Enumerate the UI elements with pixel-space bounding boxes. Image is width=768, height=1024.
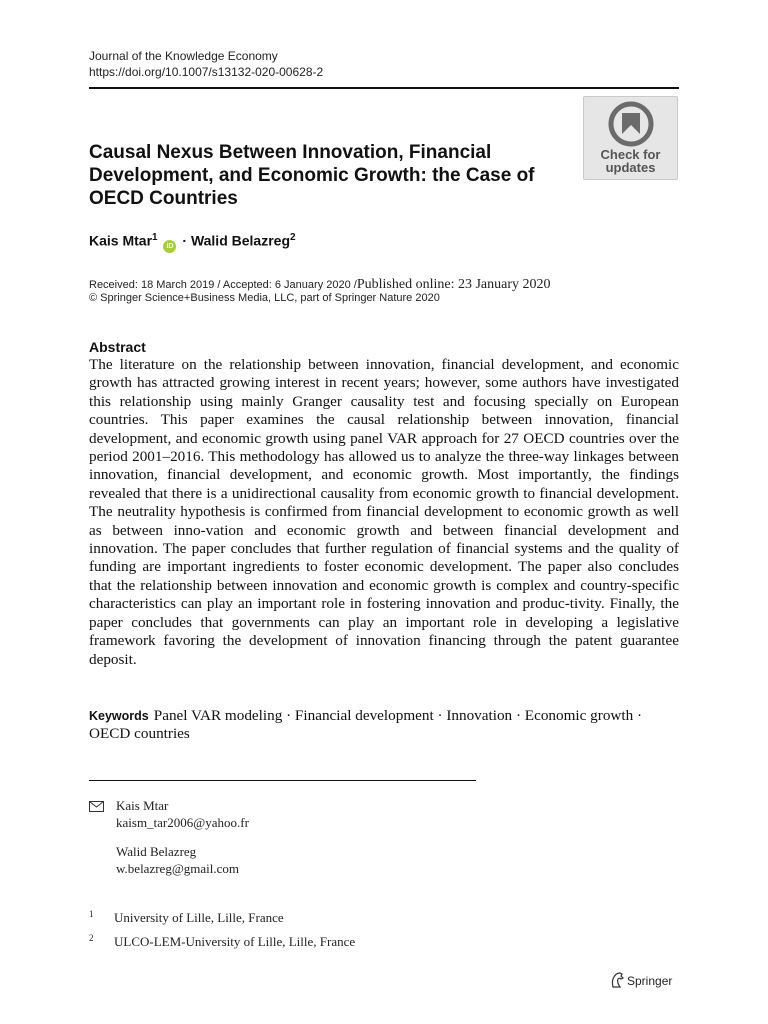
contact-2-name: Walid Belazreg	[116, 844, 197, 859]
badge-line-2: updates	[605, 160, 656, 175]
contact-1-email[interactable]: kaism_tar2006@yahoo.fr	[116, 815, 249, 830]
affiliation-1-text: University of Lille, Lille, France	[114, 910, 284, 925]
footnote-rule	[89, 780, 476, 781]
contact-2	[116, 843, 239, 877]
check-for-updates-icon	[608, 101, 654, 147]
springer-logo	[610, 972, 672, 988]
envelope-icon	[89, 799, 104, 817]
author-2-sup: 2	[290, 232, 296, 243]
affiliation-2-num: 2	[89, 933, 94, 943]
affiliation-2	[89, 930, 355, 950]
affiliation-2-text: ULCO-LEM-University of Lille, Lille, France	[114, 934, 356, 949]
author-1-sup: 1	[152, 232, 158, 243]
check-for-updates-badge[interactable]	[583, 96, 678, 180]
keywords-text: Panel VAR modeling · Financial development · Innovation · Economic growth · OECD countries	[89, 707, 643, 743]
abstract-text: The literature on the relationship between innovation, financial development, and economic growth has attracted growing interest in recent years; however, some authors have investigated this relationship using mainly Granger causality test and focusing specially on European countries. This paper examines the causal relationship between innovation, financial development, and economic growth using panel VAR approach for 27 OECD countries over the period 2001–2016. This methodology has allowed us to analyze the three-way linkages between innovation, financial development, and economic growth. Most importantly, the findings revealed that there is a unidirectional causality from economic growth to financial development. The neutrality hypothesis is confirmed from financial development to economic growth as well as between inno-vation and economic growth and between financial development and innovation. The paper concludes that further regulation of financial systems and the quality of funding are important ingredients to foster economic development. The paper also concludes that the relationship between innovation and economic growth is complex and country-specific characteristics can play an important role in fostering innovation and produc-tivity. Finally, the paper concludes that governments can play an important role in developing a legislative framework favoring the development of innovation financing through the patent guarantee deposit.	[89, 356, 679, 668]
contact-1	[116, 797, 249, 831]
header-rule	[89, 87, 679, 89]
contact-2-email[interactable]: w.belazreg@gmail.com	[116, 861, 240, 876]
paper-title: Causal Nexus Between Innovation, Financial Development, and Economic Growth: the Case of OECD Countries	[89, 142, 535, 209]
affiliation-1	[89, 906, 284, 926]
author-1-name[interactable]: Kais Mtar	[89, 232, 153, 249]
journal-header	[89, 48, 323, 80]
abstract-heading: Abstract	[89, 339, 146, 355]
publisher-name: Springer	[627, 974, 673, 988]
badge-line-1: Check for	[600, 147, 661, 162]
copyright-line: © Springer Science+Business Media, LLC, part of Springer Nature 2020	[89, 292, 440, 304]
journal-name: Journal of the Knowledge Economy	[89, 49, 278, 63]
keywords-section	[89, 707, 679, 744]
springer-horse-icon	[610, 972, 624, 988]
author-line	[89, 232, 296, 253]
author-separator: ·	[182, 232, 188, 249]
keywords-label: Keywords	[89, 709, 149, 723]
published-online: Published online: 23 January 2020	[356, 277, 551, 292]
author-2-name[interactable]: Walid Belazreg	[190, 232, 290, 249]
orcid-icon[interactable]: iD	[163, 240, 176, 253]
journal-doi[interactable]: https://doi.org/10.1007/s13132-020-00628-2	[89, 65, 324, 79]
affiliation-1-num: 1	[89, 909, 94, 919]
contact-1-name: Kais Mtar	[116, 798, 169, 813]
received-accepted: Received: 18 March 2019 / Accepted: 6 January 2020 /	[89, 279, 357, 291]
